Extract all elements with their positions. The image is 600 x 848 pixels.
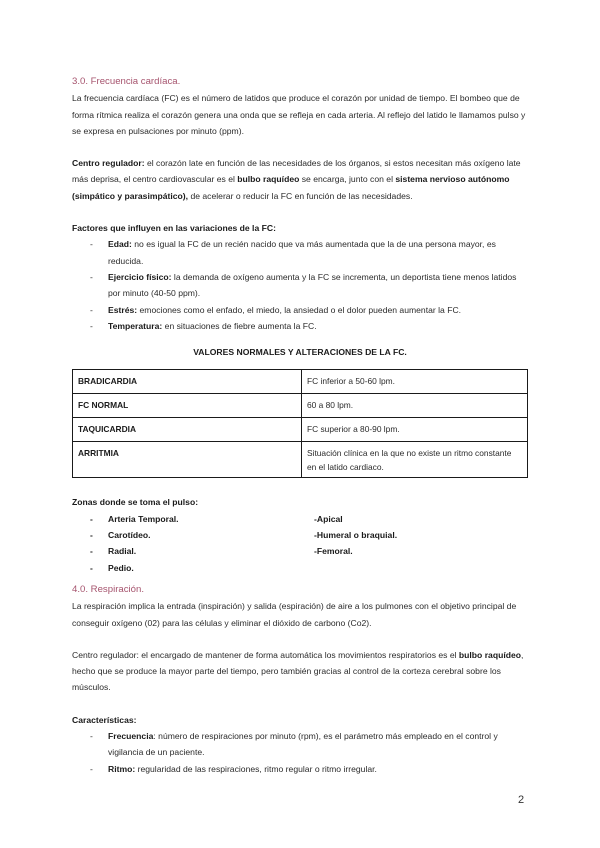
table-cell-value: 60 a 80 lpm. (302, 394, 528, 418)
list-item: -Humeral o braquial. (314, 530, 398, 541)
centro-regulador-label: Centro regulador: (72, 158, 145, 169)
table-row (73, 442, 528, 478)
list-item: - Arteria Temporal. (72, 511, 314, 527)
table-cell-value: Situación clínica en la que no existe un ritmo constante en el latido cardiaco. (302, 442, 528, 478)
list-item (72, 302, 528, 318)
centro-regulador-text: el corazón late en función de las necesidades de los órganos, si estos necesitan más oxígeno late más deprisa, el centro cardiovascular es el (72, 158, 521, 185)
centro-regulador-text-2: se encarga, junto con el (299, 174, 396, 185)
list-item (72, 236, 528, 269)
table-row (73, 418, 528, 442)
respiracion-centro-paragraph (72, 647, 528, 696)
caracteristicas-heading-text: Características: (72, 714, 137, 725)
sistema-nervioso-term: sistema nervioso autónomo (simpático y parasimpático), (72, 174, 510, 201)
factor-label: Ejercicio físico: (108, 271, 172, 282)
zonas-list-left (72, 511, 314, 576)
section-heading-frecuencia-cardiaca: 3.0. Frecuencia cardíaca. (72, 76, 181, 87)
factores-heading-text: Factores que influyen en las variaciones de la FC: (72, 223, 276, 234)
caracteristicas-list (72, 728, 528, 777)
centro-regulador-paragraph (72, 155, 528, 204)
centro-regulador-text-3: de acelerar o reducir la FC en función de las necesidades. (188, 190, 413, 201)
table-cell-key: BRADICARDIA (73, 370, 302, 394)
factor-text: la demanda de oxígeno aumenta y la FC se incrementa, un deportista tiene menos latidos por minuto (40-50 ppm). (108, 271, 517, 299)
list-item (72, 318, 528, 334)
frecuencia-intro-paragraph: La frecuencia cardíaca (FC) es el número de latidos que produce el corazón por unidad de tiempo. El bombeo que de forma rítmica realiza el corazón genera una onda que se refleja en cada arteria. Al reflejo del latido le llamamos pulso y se expresa en pulsaciones por minuto (ppm). (72, 93, 526, 136)
table-cell-value: FC inferior a 50-60 lpm. (302, 370, 528, 394)
respiracion-centro-text-2: , hecho que se produce la mayor parte del tiempo, pero también gracias al control de la corteza cerebral sobre los músculos. (72, 649, 524, 693)
zonas-heading-text: Zonas donde se toma el pulso: (72, 497, 199, 508)
factor-label: Temperatura: (108, 320, 163, 331)
table-cell-key: TAQUICARDIA (73, 418, 302, 442)
factores-list (72, 236, 528, 334)
list-item (72, 269, 528, 302)
zonas-heading (72, 494, 528, 510)
caract-label: Frecuencia (108, 731, 154, 742)
fc-values-table (72, 369, 528, 478)
table-row (73, 394, 528, 418)
bulbo-raquideo-term: bulbo raquídeo (237, 174, 300, 185)
zonas-list-right (314, 511, 528, 576)
section-heading-respiracion: 4.0. Respiración. (72, 583, 144, 595)
factor-text: emociones como el enfado, el miedo, la ansiedad o el dolor pueden aumentar la FC. (137, 304, 462, 315)
caracteristicas-heading (72, 712, 528, 728)
table-cell-value: FC superior a 80-90 lpm. (302, 418, 528, 442)
page-number: 2 (518, 794, 525, 806)
table-cell-key: ARRITMIA (73, 442, 302, 478)
factor-label: Edad: (108, 239, 132, 250)
table-cell-key: FC NORMAL (73, 394, 302, 418)
list-item: - Pedio. (72, 560, 314, 576)
list-item: -Apical (314, 513, 343, 524)
zonas-columns (72, 511, 528, 576)
respiracion-centro-text: Centro regulador: el encargado de mantener de forma automática los movimientos respiratorios es el (72, 649, 459, 660)
list-item (72, 728, 528, 761)
factores-heading (72, 220, 528, 236)
list-item: - Carotídeo. (72, 527, 314, 543)
list-item (72, 761, 528, 777)
caract-text: regularidad de las respiraciones, ritmo regular o ritmo irregular. (135, 763, 377, 774)
respiracion-intro-paragraph: La respiración implica la entrada (inspiración) y salida (espiración) de aire a los pulmones con el objetivo principal de conseguir oxígeno (02) para las células y eliminar el dióxido de carbono (Co2). (72, 601, 517, 628)
table-title: VALORES NORMALES Y ALTERACIONES DE LA FC. (193, 347, 407, 358)
caract-text: : número de respiraciones por minuto (rpm), es el parámetro más empleado en el control y vigilancia de un paciente. (108, 731, 498, 758)
document-page (72, 74, 528, 777)
factor-text: no es igual la FC de un recién nacido que va más aumentada que la de una persona mayor, es reducida. (108, 239, 496, 266)
bulbo-raquideo-term: bulbo raquídeo (458, 649, 521, 660)
list-item: -Femoral. (314, 546, 353, 557)
factor-label: Estrés: (108, 304, 138, 315)
table-row (73, 370, 528, 394)
list-item: - Radial. (72, 543, 314, 559)
caract-label: Ritmo: (108, 763, 136, 774)
factor-text: en situaciones de fiebre aumenta la FC. (162, 320, 317, 331)
